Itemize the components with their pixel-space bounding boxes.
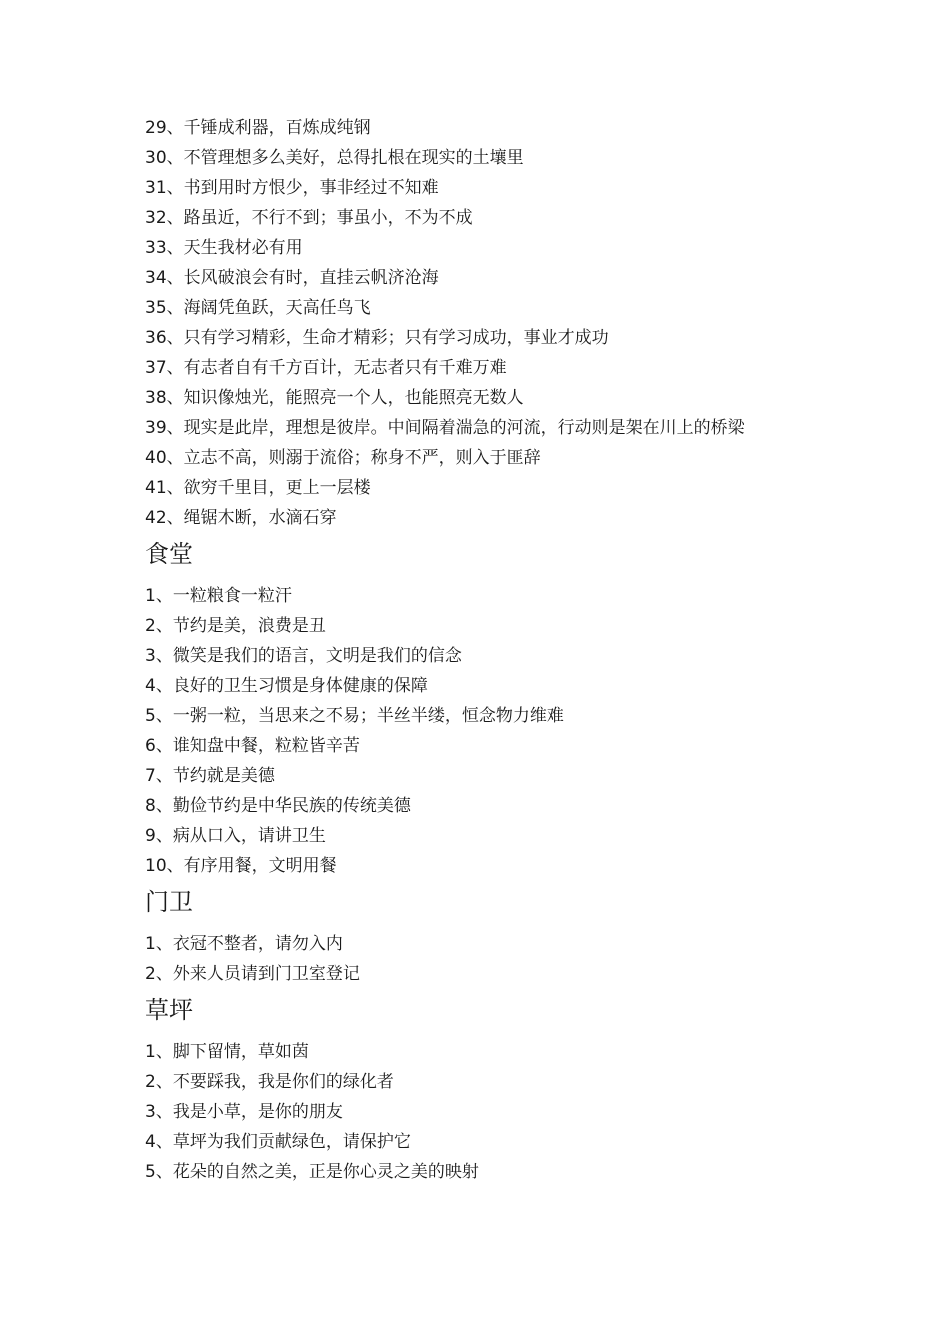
list-item: 36、只有学习精彩，生命才精彩；只有学习成功，事业才成功 xyxy=(145,328,609,348)
list-item: 30、不管理想多么美好，总得扎根在现实的土壤里 xyxy=(145,148,524,168)
section-heading: 食堂 xyxy=(145,540,193,568)
list-item: 4、草坪为我们贡献绿色，请保护它 xyxy=(145,1132,411,1152)
list-item: 29、千锤成利器，百炼成纯钢 xyxy=(145,118,371,138)
list-item: 4、良好的卫生习惯是身体健康的保障 xyxy=(145,676,428,696)
list-item: 6、谁知盘中餐，粒粒皆辛苦 xyxy=(145,736,360,756)
list-item: 33、天生我材必有用 xyxy=(145,238,303,258)
list-item: 42、绳锯木断，水滴石穿 xyxy=(145,508,337,528)
list-item: 31、书到用时方恨少，事非经过不知难 xyxy=(145,178,439,198)
list-item: 35、海阔凭鱼跃，天高任鸟飞 xyxy=(145,298,371,318)
section-canteen xyxy=(145,539,825,881)
list-item: 37、有志者自有千方百计，无志者只有千难万难 xyxy=(145,358,507,378)
section-heading: 草坪 xyxy=(145,996,193,1024)
document-page xyxy=(145,113,825,1187)
list-item: 3、微笑是我们的语言，文明是我们的信念 xyxy=(145,646,462,666)
list-item: 2、不要踩我，我是你们的绿化者 xyxy=(145,1072,394,1092)
list-item: 8、勤俭节约是中华民族的传统美德 xyxy=(145,796,411,816)
list-item: 9、病从口入，请讲卫生 xyxy=(145,826,326,846)
list-item: 40、立志不高，则溺于流俗；称身不严，则入于匪辞 xyxy=(145,448,541,468)
slogan-list-continued xyxy=(145,113,825,533)
list-item: 34、长风破浪会有时，直挂云帆济沧海 xyxy=(145,268,439,288)
list-item: 32、路虽近，不行不到；事虽小，不为不成 xyxy=(145,208,473,228)
list-item: 1、衣冠不整者，请勿入内 xyxy=(145,934,343,954)
list-item: 38、知识像烛光，能照亮一个人，也能照亮无数人 xyxy=(145,388,524,408)
section-heading: 门卫 xyxy=(145,888,193,916)
list-item: 10、有序用餐，文明用餐 xyxy=(145,856,337,876)
list-item: 5、花朵的自然之美，正是你心灵之美的映射 xyxy=(145,1162,479,1182)
section-lawn xyxy=(145,995,825,1187)
list-item: 1、一粒粮食一粒汗 xyxy=(145,586,292,606)
list-item: 1、脚下留情，草如茵 xyxy=(145,1042,309,1062)
list-item: 39、现实是此岸，理想是彼岸。中间隔着湍急的河流，行动则是架在川上的桥梁 xyxy=(145,418,745,438)
list-item: 2、节约是美，浪费是丑 xyxy=(145,616,326,636)
list-item: 5、一粥一粒，当思来之不易；半丝半缕，恒念物力维难 xyxy=(145,706,564,726)
section-gatekeeper xyxy=(145,887,825,989)
list-item: 3、我是小草，是你的朋友 xyxy=(145,1102,343,1122)
list-item: 41、欲穷千里目，更上一层楼 xyxy=(145,478,371,498)
list-item: 7、节约就是美德 xyxy=(145,766,275,786)
list-item: 2、外来人员请到门卫室登记 xyxy=(145,964,360,984)
